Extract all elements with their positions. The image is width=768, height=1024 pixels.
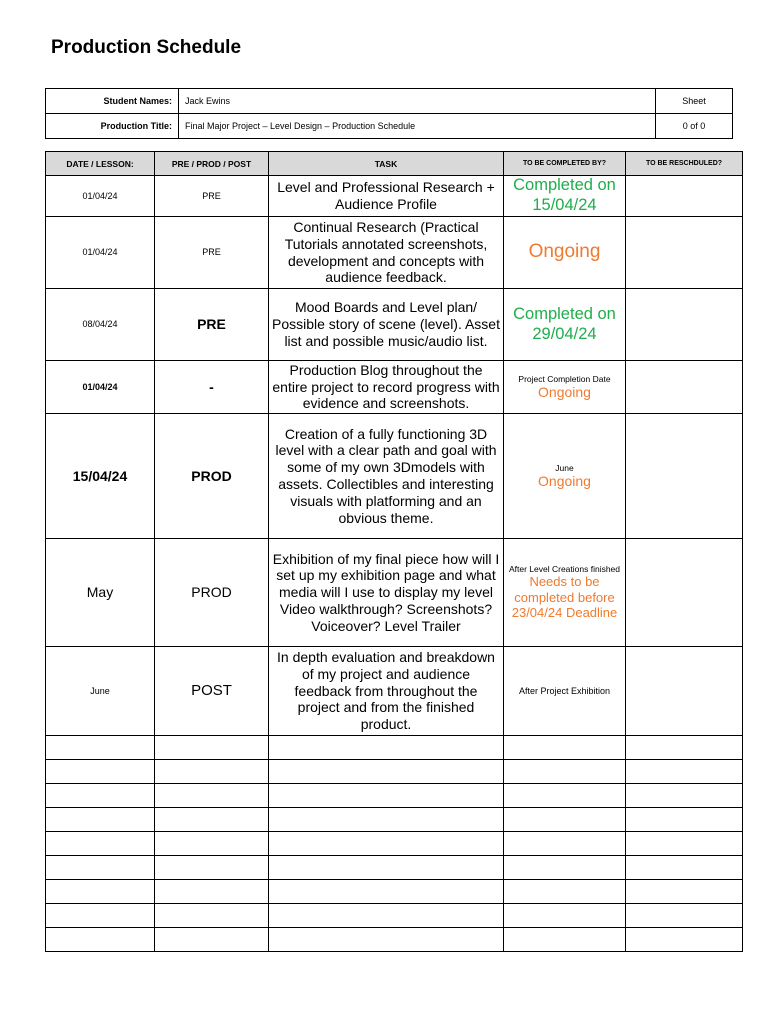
date-cell[interactable]: June — [46, 647, 155, 736]
empty-cell[interactable] — [155, 760, 269, 784]
table-row — [46, 539, 743, 647]
header-row — [46, 152, 743, 176]
empty-cell[interactable] — [626, 832, 743, 856]
page-title: Production Schedule — [51, 37, 242, 58]
empty-cell[interactable] — [155, 880, 269, 904]
task-cell[interactable]: Creation of a fully functioning 3D level with a clear path and goal with some of my own 3Dmodels with assets. Collectibles and interesting visuals with platforming and an obvious theme. — [269, 414, 504, 539]
completed-status: Ongoing — [528, 241, 601, 263]
table-row — [46, 289, 743, 361]
empty-cell[interactable] — [626, 808, 743, 832]
empty-cell[interactable] — [155, 928, 269, 952]
task-cell[interactable]: Level and Professional Research + Audience Profile — [269, 176, 504, 217]
rescheduled-cell[interactable] — [626, 414, 743, 539]
task-cell[interactable]: Production Blog throughout the entire project to record progress with evidence and screenshots. — [269, 361, 504, 414]
completed-cell[interactable] — [504, 217, 626, 289]
empty-cell[interactable] — [46, 832, 155, 856]
completed-cell[interactable]: After Project Exhibition — [504, 647, 626, 736]
student-row — [46, 89, 733, 114]
empty-row — [46, 760, 743, 784]
empty-cell[interactable] — [269, 880, 504, 904]
completed-status: Needs to be completed before 23/04/24 Deadline — [511, 574, 618, 621]
empty-row — [46, 832, 743, 856]
date-header: DATE / LESSON: — [46, 152, 155, 176]
stage-cell[interactable]: PRE — [155, 217, 269, 289]
stage-cell[interactable]: PRE — [155, 176, 269, 217]
student-names-label: Student Names: — [46, 89, 179, 114]
completed-header: TO BE COMPLETED BY? — [504, 152, 626, 176]
completed-status: Ongoing — [538, 383, 591, 400]
empty-cell[interactable] — [46, 880, 155, 904]
empty-cell[interactable] — [46, 760, 155, 784]
date-cell[interactable]: 01/04/24 — [46, 176, 155, 217]
empty-cell[interactable] — [155, 832, 269, 856]
sheet-label: Sheet — [656, 89, 733, 114]
empty-cell[interactable] — [626, 880, 743, 904]
task-cell[interactable]: Mood Boards and Level plan/ Possible story of scene (level). Asset list and possible music/audio list. — [269, 289, 504, 361]
date-cell[interactable]: 15/04/24 — [46, 414, 155, 539]
empty-cell[interactable] — [155, 736, 269, 760]
empty-cell[interactable] — [155, 904, 269, 928]
task-cell[interactable]: In depth evaluation and breakdown of my project and audience feedback from throughout the project and from the finished product. — [269, 647, 504, 736]
empty-cell[interactable] — [155, 784, 269, 808]
empty-row — [46, 856, 743, 880]
student-names-value[interactable]: Jack Ewins — [179, 89, 656, 114]
empty-cell[interactable] — [46, 736, 155, 760]
empty-cell[interactable] — [504, 736, 626, 760]
task-cell[interactable]: Continual Research (Practical Tutorials annotated screenshots, development and concepts with audience feedback. — [269, 217, 504, 289]
empty-row — [46, 808, 743, 832]
empty-cell[interactable] — [269, 808, 504, 832]
rescheduled-cell[interactable] — [626, 361, 743, 414]
empty-cell[interactable] — [269, 784, 504, 808]
info-table — [45, 88, 733, 139]
stage-cell[interactable]: POST — [155, 647, 269, 736]
completed-note: Project Completion Date — [518, 373, 611, 384]
empty-row — [46, 736, 743, 760]
task-cell[interactable]: Exhibition of my final piece how will I set up my exhibition page and what media will I use to display my level Video walkthrough? Screenshots? Voiceover? Level Trailer — [269, 539, 504, 647]
schedule-table — [45, 151, 743, 952]
empty-cell[interactable] — [46, 856, 155, 880]
date-cell[interactable]: 01/04/24 — [46, 361, 155, 414]
completed-cell[interactable] — [504, 361, 626, 414]
stage-header: PRE / PROD / POST — [155, 152, 269, 176]
production-title-label: Production Title: — [46, 114, 179, 139]
completed-note: After Level Creations finished — [508, 564, 621, 575]
table-row — [46, 647, 743, 736]
completed-cell[interactable] — [504, 176, 626, 217]
empty-cell[interactable] — [269, 928, 504, 952]
empty-cell[interactable] — [626, 784, 743, 808]
table-row — [46, 361, 743, 414]
completed-cell[interactable] — [504, 539, 626, 647]
empty-cell[interactable] — [155, 856, 269, 880]
empty-cell[interactable] — [504, 760, 626, 784]
date-cell[interactable]: 01/04/24 — [46, 217, 155, 289]
stage-cell[interactable]: - — [155, 361, 269, 414]
empty-cell[interactable] — [46, 928, 155, 952]
empty-cell[interactable] — [269, 736, 504, 760]
completed-note: June — [555, 462, 574, 473]
rescheduled-header: TO BE RESCHDULED? — [626, 152, 743, 176]
stage-cell[interactable]: PRE — [155, 289, 269, 361]
empty-cell[interactable] — [504, 880, 626, 904]
empty-cell[interactable] — [504, 856, 626, 880]
empty-row — [46, 880, 743, 904]
empty-cell[interactable] — [269, 856, 504, 880]
rescheduled-cell[interactable] — [626, 539, 743, 647]
stage-cell[interactable]: PROD — [155, 539, 269, 647]
empty-row — [46, 904, 743, 928]
empty-cell[interactable] — [155, 808, 269, 832]
empty-cell[interactable] — [269, 760, 504, 784]
rescheduled-cell[interactable] — [626, 217, 743, 289]
completed-status: Ongoing — [538, 472, 591, 489]
production-title-value[interactable]: Final Major Project – Level Design – Production Schedule — [179, 114, 656, 139]
empty-cell[interactable] — [626, 928, 743, 952]
production-title-row — [46, 114, 733, 139]
empty-cell[interactable] — [504, 808, 626, 832]
empty-cell[interactable] — [46, 904, 155, 928]
empty-cell[interactable] — [504, 904, 626, 928]
empty-cell[interactable] — [626, 736, 743, 760]
empty-cell[interactable] — [269, 904, 504, 928]
empty-cell[interactable] — [626, 904, 743, 928]
completed-status: Completed on 29/04/24 — [513, 304, 616, 343]
date-cell[interactable]: May — [46, 539, 155, 647]
empty-cell[interactable] — [46, 808, 155, 832]
rescheduled-cell[interactable] — [626, 289, 743, 361]
empty-cell[interactable] — [46, 784, 155, 808]
empty-cell[interactable] — [269, 832, 504, 856]
stage-cell[interactable]: PROD — [155, 414, 269, 539]
empty-cell[interactable] — [626, 856, 743, 880]
task-header: TASK — [269, 152, 504, 176]
rescheduled-cell[interactable] — [626, 176, 743, 217]
empty-cell[interactable] — [504, 928, 626, 952]
completed-cell[interactable] — [504, 414, 626, 539]
sheet-value[interactable]: 0 of 0 — [656, 114, 733, 139]
date-cell[interactable]: 08/04/24 — [46, 289, 155, 361]
empty-cell[interactable] — [626, 760, 743, 784]
table-row — [46, 217, 743, 289]
completed-cell[interactable] — [504, 289, 626, 361]
table-row — [46, 414, 743, 539]
empty-cell[interactable] — [504, 832, 626, 856]
empty-cell[interactable] — [504, 784, 626, 808]
rescheduled-cell[interactable] — [626, 647, 743, 736]
completed-status: Completed on 15/04/24 — [513, 176, 616, 214]
empty-row — [46, 784, 743, 808]
table-row — [46, 176, 743, 217]
empty-row — [46, 928, 743, 952]
